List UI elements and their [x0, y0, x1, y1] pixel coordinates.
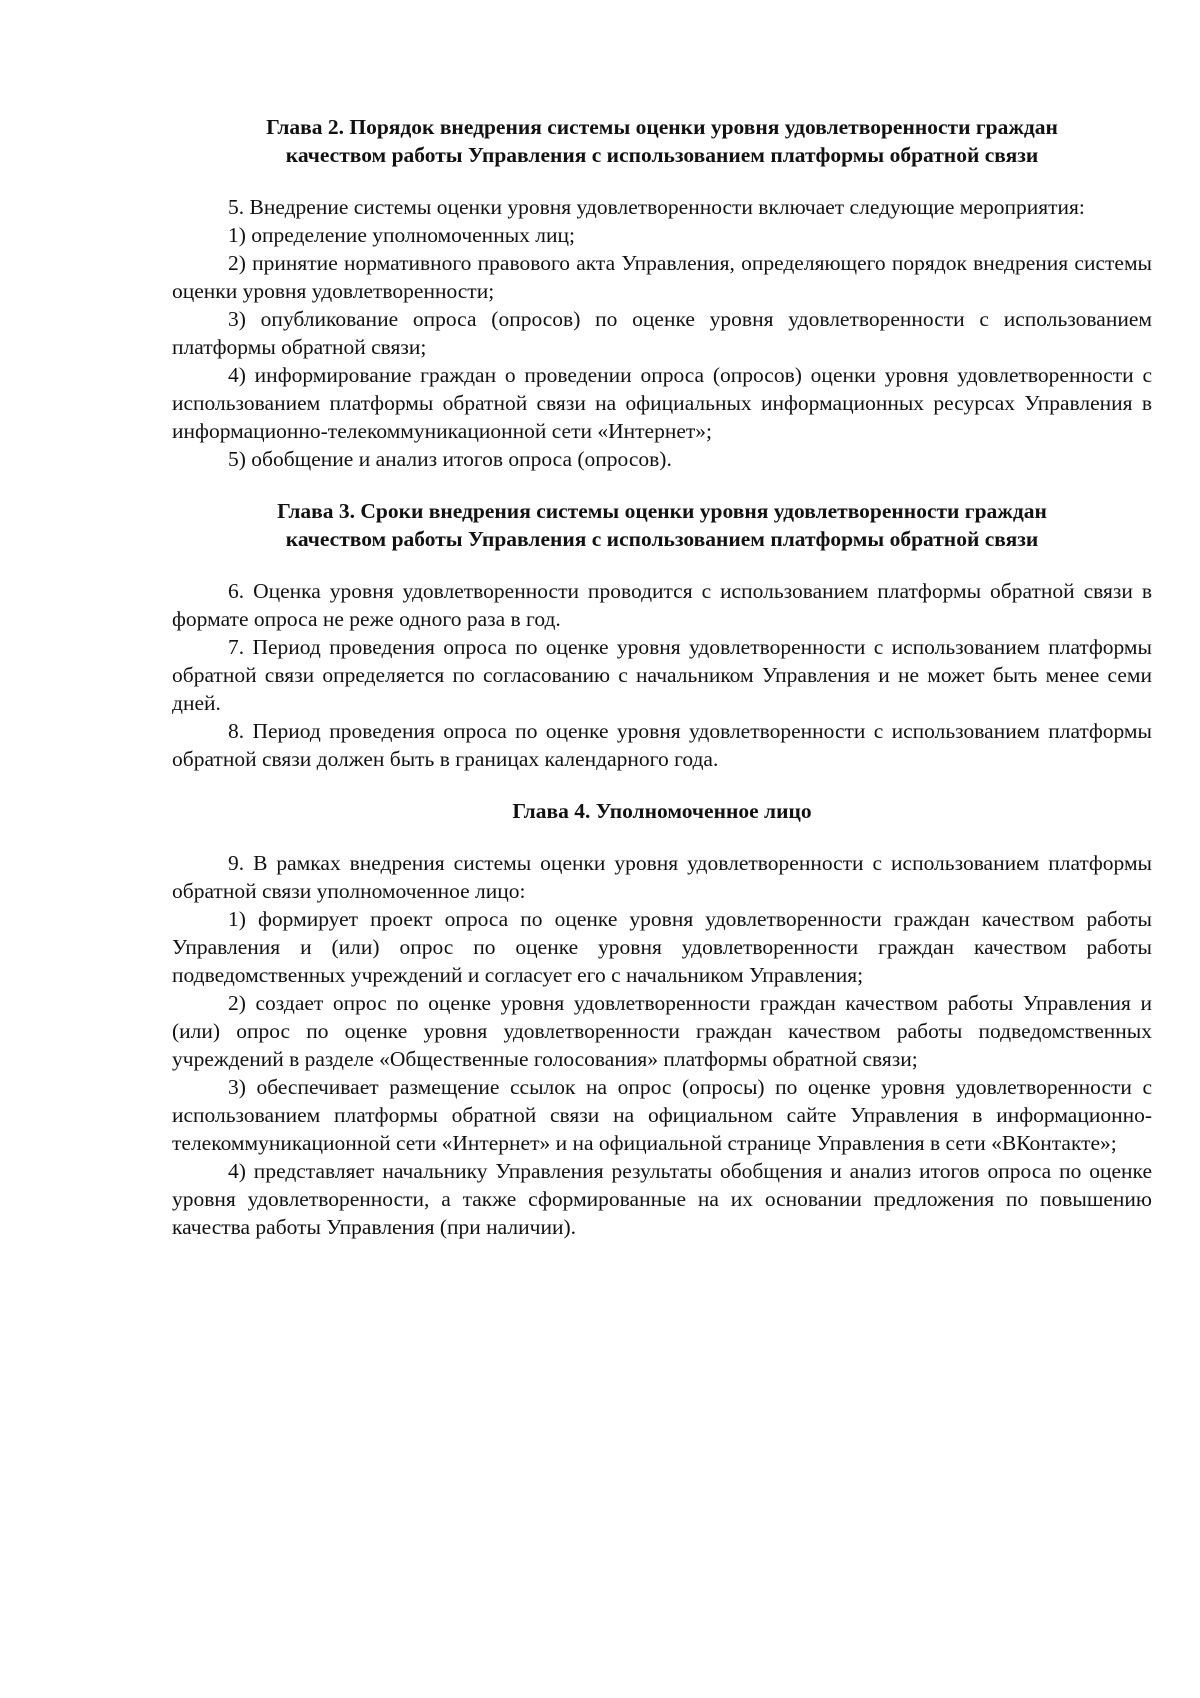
paragraph-7: 7. Период проведения опроса по оценке уровня удовлетворенности с использованием платформы обратной связи определяется по согласованию с начальником Управления и не может быть менее семи дней.: [172, 635, 1152, 715]
chapter-2-heading: [172, 113, 1152, 169]
paragraph-8: 8. Период проведения опроса по оценке уровня удовлетворенности с использованием платформы обратной связи должен быть в границах календарного года.: [172, 719, 1152, 771]
list-item-5-1: 1) определение уполномоченных лиц;: [228, 223, 575, 247]
list-item-9-3: 3) обеспечивает размещение ссылок на опрос (опросы) по оценке уровня удовлетворенности с использованием платформы обратной связи на официальном сайте Управления в информационно-телекоммуникационной сети «Интернет» и на официальной странице Управления в сети «ВКонтакте»;: [172, 1075, 1152, 1155]
list-item-9-4: 4) представляет начальнику Управления результаты обобщения и анализ итогов опроса по оценке уровня удовлетворенности, а также сформированные на их основании предложения по повышению качества работы Управления (при наличии).: [172, 1159, 1152, 1239]
chapter-2-heading-line-2: качеством работы Управления с использованием платформы обратной связи: [285, 143, 1039, 167]
list-item-5-5: 5) обобщение и анализ итогов опроса (опросов).: [228, 447, 672, 471]
chapter-4-body: [172, 849, 1152, 1241]
paragraph-6: 6. Оценка уровня удовлетворенности проводится с использованием платформы обратной связи в формате опроса не реже одного раза в год.: [172, 579, 1152, 631]
chapter-3-heading-line-1: Глава 3. Сроки внедрения системы оценки уровня удовлетворенности граждан: [277, 499, 1047, 523]
chapter-2-heading-line-1: Глава 2. Порядок внедрения системы оценки уровня удовлетворенности граждан: [266, 115, 1058, 139]
list-item-9-2: 2) создает опрос по оценке уровня удовлетворенности граждан качеством работы Управления и (или) опрос по оценке уровня удовлетворенности граждан качеством работы подведомственных учреждений в разделе «Общественные голосования» платформы обратной связи;: [172, 991, 1152, 1071]
chapter-3-body: [172, 577, 1152, 773]
paragraph-5: 5. Внедрение системы оценки уровня удовлетворенности включает следующие мероприятия:: [228, 195, 1085, 219]
list-item-9-1: 1) формирует проект опроса по оценке уровня удовлетворенности граждан качеством работы Управления и (или) опрос по оценке уровня удовлетворенности граждан качеством работы подведомственных учреждений и согласует его с начальником Управления;: [172, 907, 1152, 987]
chapter-4-heading-line-1: Глава 4. Уполномоченное лицо: [512, 799, 812, 823]
list-item-5-3: 3) опубликование опроса (опросов) по оценке уровня удовлетворенности с использованием платформы обратной связи;: [172, 307, 1152, 359]
chapter-3-heading: [172, 497, 1152, 553]
list-item-5-4: 4) информирование граждан о проведении опроса (опросов) оценки уровня удовлетворенности с использованием платформы обратной связи на официальных информационных ресурсах Управления в информационно-телекоммуникационной сети «Интернет»;: [172, 363, 1152, 443]
paragraph-9: 9. В рамках внедрения системы оценки уровня удовлетворенности с использованием платформы обратной связи уполномоченное лицо:: [172, 851, 1152, 903]
chapter-2-body: [172, 193, 1152, 473]
list-item-5-2: 2) принятие нормативного правового акта Управления, определяющего порядок внедрения системы оценки уровня удовлетворенности;: [172, 251, 1152, 303]
chapter-3-heading-line-2: качеством работы Управления с использованием платформы обратной связи: [285, 527, 1039, 551]
chapter-4-heading: [172, 797, 1152, 825]
